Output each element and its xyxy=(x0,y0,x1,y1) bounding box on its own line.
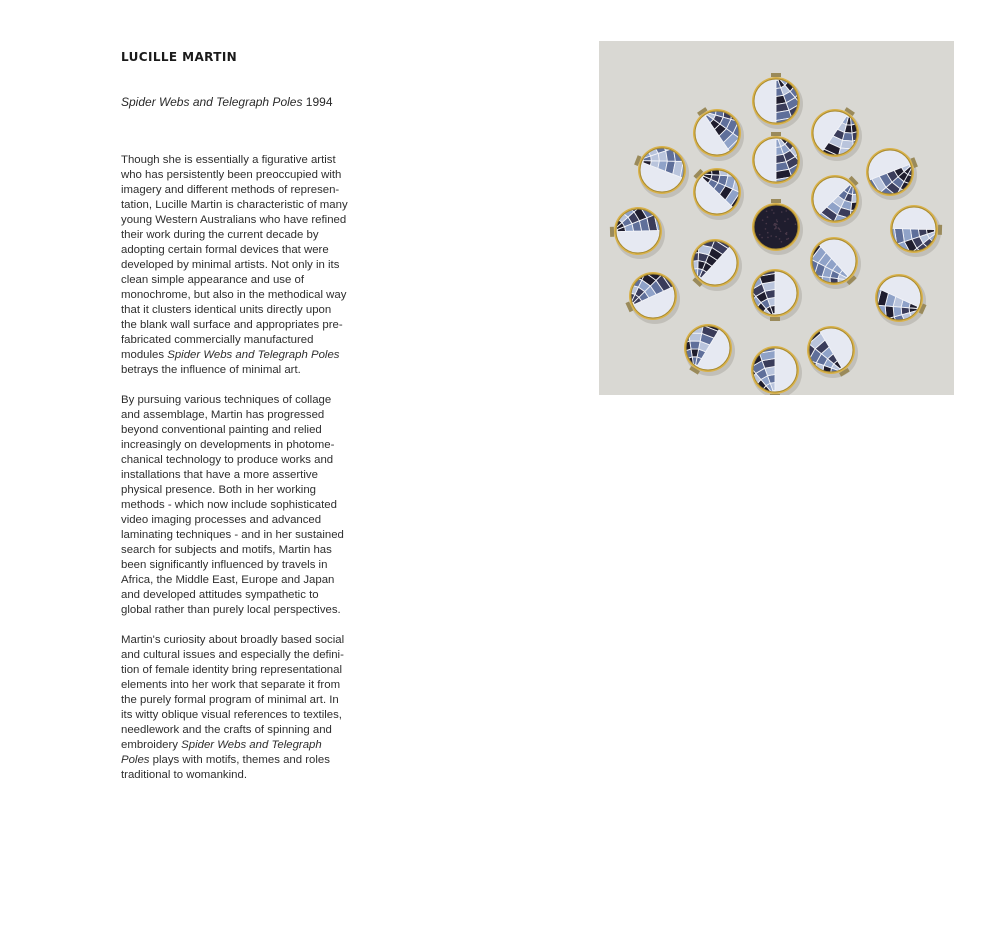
text-segment: tion of female identity bring representational xyxy=(121,664,342,676)
embroidery-hoop xyxy=(599,253,680,329)
text-line xyxy=(121,648,361,663)
artwork-photo xyxy=(599,41,954,395)
text-segment: Though she is essentially a figurative artist xyxy=(121,154,336,166)
text-segment: and developed attitudes sympathetic to xyxy=(121,589,319,601)
italic-title-text: Spider Webs and Telegraph Poles xyxy=(167,349,340,361)
embroidery-hoop xyxy=(752,41,829,129)
text-line xyxy=(121,288,361,303)
text-line xyxy=(121,333,361,348)
text-segment: methods - which now include sophisticated xyxy=(121,499,337,511)
text-segment: and cultural issues and especially the defini- xyxy=(121,649,344,661)
paragraph xyxy=(121,393,361,618)
text-segment: traditional to womankind. xyxy=(121,769,247,781)
text-line xyxy=(121,498,361,513)
text-segment: the purely formal program of minimal art. In xyxy=(121,694,339,706)
text-segment: increasingly on developments in photome- xyxy=(121,439,335,451)
text-segment: installations that have a more assertive xyxy=(121,469,318,481)
text-line xyxy=(121,663,361,678)
text-line xyxy=(121,303,361,318)
text-segment: who has persistently been preoccupied with xyxy=(121,169,342,181)
text-segment: By pursuing various techniques of collage xyxy=(121,394,332,406)
work-caption xyxy=(121,95,333,109)
text-line xyxy=(121,153,361,168)
embroidery-hoops-artwork xyxy=(599,41,954,395)
text-line xyxy=(121,753,361,768)
work-year: 1994 xyxy=(305,95,333,109)
text-line xyxy=(121,348,361,363)
text-line xyxy=(121,168,361,183)
text-segment: global rather than purely local perspectives. xyxy=(121,604,341,616)
text-segment: developed by minimal artists. Not only in its xyxy=(121,259,340,271)
text-line xyxy=(121,633,361,648)
text-line xyxy=(121,483,361,498)
text-line xyxy=(121,243,361,258)
text-line xyxy=(121,318,361,333)
text-segment: young Western Australians who have refined xyxy=(121,214,347,226)
embroidery-hoop xyxy=(798,237,888,334)
text-line xyxy=(121,183,361,198)
text-segment: and assemblage, Martin has progressed xyxy=(121,409,325,421)
text-segment: monochrome, but also in the methodical way xyxy=(121,289,347,301)
text-segment: laminating techniques - and in her sustained xyxy=(121,529,344,541)
text-line xyxy=(121,528,361,543)
embroidery-hoop xyxy=(640,317,735,395)
text-segment: been significantly influenced by travels in xyxy=(121,559,328,571)
text-segment: search for subjects and motifs, Martin has xyxy=(121,544,332,556)
paragraph xyxy=(121,633,361,783)
text-line xyxy=(121,558,361,573)
embroidery-hoop xyxy=(672,57,756,161)
text-segment: tation, Lucille Martin is characteristic of many xyxy=(121,199,348,211)
text-line xyxy=(121,273,361,288)
text-segment: Africa, the Middle East, Europe and Japan xyxy=(121,574,335,586)
text-line xyxy=(121,723,361,738)
text-line xyxy=(121,738,361,753)
text-segment: physical presence. Both in her working xyxy=(121,484,317,496)
text-line xyxy=(121,588,361,603)
text-line xyxy=(121,228,361,243)
text-line xyxy=(121,258,361,273)
embroidery-hoop xyxy=(869,274,954,363)
text-line xyxy=(121,693,361,708)
text-segment: needlework and the crafts of spinning and xyxy=(121,724,332,736)
text-line xyxy=(121,363,361,378)
text-segment: its witty oblique visual references to textiles, xyxy=(121,709,342,721)
text-line xyxy=(121,408,361,423)
text-segment: adopting certain formal devices that were xyxy=(121,244,329,256)
text-line xyxy=(121,198,361,213)
paragraph xyxy=(121,153,361,378)
text-segment: fabricated commercially manufactured xyxy=(121,334,314,346)
embroidery-hoop xyxy=(752,199,803,255)
work-title: Spider Webs and Telegraph Poles xyxy=(121,95,303,109)
text-line xyxy=(121,543,361,558)
essay-text xyxy=(121,153,361,798)
text-segment: elements into her work that separate it from xyxy=(121,679,341,691)
text-line xyxy=(121,423,361,438)
text-segment: the blank wall surface and appropriates pre- xyxy=(121,319,343,331)
text-segment: that it clusters identical units directly upon xyxy=(121,304,332,316)
text-line xyxy=(121,468,361,483)
text-line xyxy=(121,213,361,228)
text-line xyxy=(121,393,361,408)
text-segment: clean simple appearance and use of xyxy=(121,274,305,286)
text-segment: modules xyxy=(121,349,168,361)
text-segment: embroidery xyxy=(121,739,182,751)
text-line xyxy=(121,513,361,528)
embroidery-hoop xyxy=(886,205,954,283)
text-segment: chanical technology to produce works and xyxy=(121,454,334,466)
text-segment: Martin's curiosity about broadly based social xyxy=(121,634,345,646)
text-line xyxy=(121,573,361,588)
italic-title-text: Poles xyxy=(121,754,150,766)
text-segment: their work during the current decade by xyxy=(121,229,319,241)
text-segment: video imaging processes and advanced xyxy=(121,514,322,526)
italic-title-text: Spider Webs and Telegraph xyxy=(181,739,322,751)
text-line xyxy=(121,438,361,453)
text-segment: betrays the influence of minimal art. xyxy=(121,364,301,376)
embroidery-hoop xyxy=(864,143,954,216)
text-segment: imagery and different methods of represen- xyxy=(121,184,340,196)
text-line xyxy=(121,708,361,723)
text-line xyxy=(121,453,361,468)
artist-name: LUCILLE MARTIN xyxy=(121,50,238,64)
text-line xyxy=(121,678,361,693)
embroidery-hoop xyxy=(791,326,873,395)
text-segment: beyond conventional painting and relied xyxy=(121,424,322,436)
text-line xyxy=(121,603,361,618)
text-line xyxy=(121,768,361,783)
text-segment: plays with motifs, themes and roles xyxy=(149,754,330,766)
embroidery-hoop xyxy=(599,107,691,198)
